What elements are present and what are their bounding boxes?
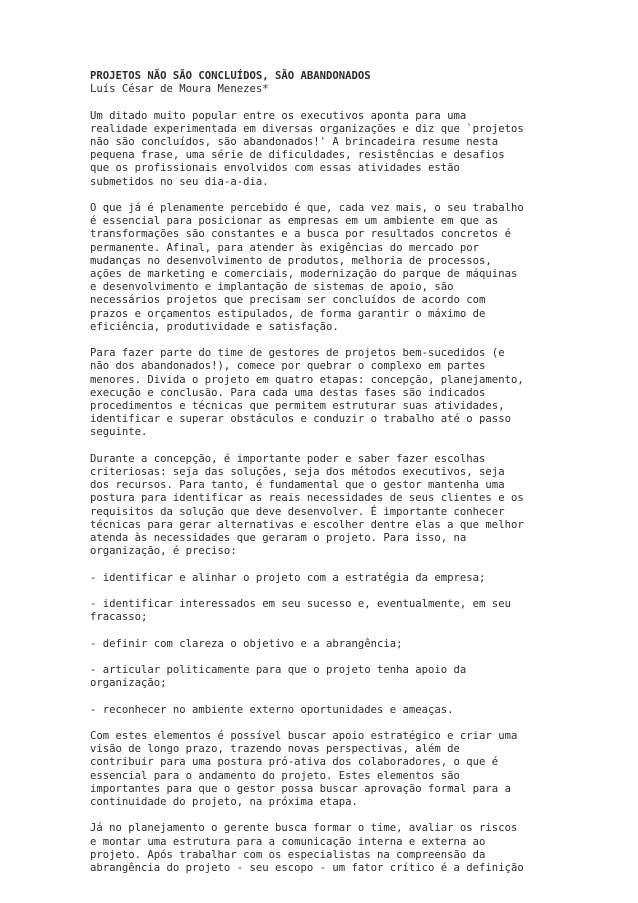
text-line: organização, é preciso: <box>90 545 237 558</box>
text-line: permanente. Afinal, para atender às exigências do mercado por <box>90 241 480 254</box>
text-line: realidade experimentada em diversas organizações e diz que `projetos <box>90 122 524 135</box>
text-line: requisitos da solução que deve desenvolver. É importante conhecer <box>90 505 505 518</box>
text-line: O que já é plenamente percebido é que, cada vez mais, o seu trabalho <box>90 202 524 214</box>
text-line: Para fazer parte do time de gestores de projetos bem-sucedidos (e <box>90 347 505 360</box>
text-line: organização; <box>90 677 167 690</box>
text-line: seguinte. <box>90 426 148 439</box>
document-author: Luís César de Moura Menezes* <box>90 83 269 96</box>
paragraph <box>90 572 560 585</box>
text-line: é essencial para posicionar as empresas em um ambiente em que as <box>90 215 499 228</box>
text-line: importantes para que o gestor possa buscar aprovação formal para a <box>90 782 511 795</box>
text-line: abrangência do projeto - seu escopo - um fator crítico é a definição <box>90 862 524 875</box>
text-line: contribuir para uma postura pró-ativa dos colaboradores, o que é <box>90 756 499 769</box>
paragraph <box>90 730 560 809</box>
paragraph <box>90 110 560 189</box>
text-line: - reconhecer no ambiente externo oportunidades e ameaças. <box>90 703 454 716</box>
text-line: essencial para o andamento do projeto. Estes elementos são <box>90 769 460 782</box>
text-line: necessários projetos que precisam ser concluídos de acordo com <box>90 294 486 307</box>
text-line: transformações são constantes e a busca por resultados concretos é <box>90 228 511 241</box>
paragraph <box>90 704 560 717</box>
text-line: - definir com clareza o objetivo e a abrangência; <box>90 637 403 650</box>
text-line: submetidos no seu dia-a-dia. <box>90 175 269 188</box>
text-line: eficiência, produtividade e satisfação. <box>90 320 339 333</box>
text-line: - identificar e alinhar o projeto com a estratégia da empresa; <box>90 571 486 584</box>
text-line: execução e conclusão. Para cada uma destas fases são indicados <box>90 386 486 399</box>
text-line: - articular politicamente para que o projeto tenha apoio da <box>90 664 467 677</box>
text-line: mudanças no desenvolvimento de produtos, melhoria de processos, <box>90 254 492 267</box>
text-line: identificar e superar obstáculos e conduzir o trabalho até o passo <box>90 413 511 426</box>
text-line: menores. Divida o projeto em quatro etapas: concepção, planejamento, <box>90 373 524 386</box>
text-line: e montar uma estrutura para a comunicação interna e externa ao <box>90 835 486 848</box>
document-body <box>90 110 560 876</box>
paragraph <box>90 453 560 559</box>
text-line: Com estes elementos é possível buscar apoio estratégico e criar uma <box>90 730 518 742</box>
text-line: Durante a concepção, é importante poder e saber fazer escolhas <box>90 452 486 465</box>
text-line: não dos abandonados!), comece por quebrar o complexo em partes <box>90 360 486 373</box>
paragraph <box>90 822 560 875</box>
text-line: ações de marketing e comerciais, modernização do parque de máquinas <box>90 268 518 281</box>
document-page <box>90 70 560 888</box>
text-line: postura para identificar as reais necessidades de seus clientes e os <box>90 492 524 505</box>
paragraph <box>90 347 560 439</box>
text-line: que os profissionais envolvidos com essas atividades estão <box>90 162 460 175</box>
text-line: procedimentos e técnicas que permitem estruturar suas atividades, <box>90 400 505 413</box>
text-line: não são concluídos, são abandonados!' A brincadeira resume nesta <box>90 136 499 148</box>
paragraph <box>90 664 560 690</box>
paragraph <box>90 598 560 624</box>
text-line: projeto. Após trabalhar com os especialistas na compreensão da <box>90 848 486 861</box>
text-line: Um ditado muito popular entre os executivos aponta para uma <box>90 109 467 122</box>
text-line: continuidade do projeto, na próxima etapa. <box>90 796 358 809</box>
paragraph <box>90 638 560 651</box>
text-line: e desenvolvimento e implantação de sistemas de apoio, são <box>90 281 454 294</box>
text-line: fracasso; <box>90 611 148 624</box>
text-line: criteriosas: seja das soluções, seja dos métodos executivos, seja <box>90 466 505 479</box>
text-line: dos recursos. Para tanto, é fundamental que o gestor mantenha uma <box>90 479 505 492</box>
text-line: técnicas para gerar alternativas e escolher dentre elas a que melhor <box>90 518 524 531</box>
text-line: - identificar interessados em seu sucesso e, eventualmente, em seu <box>90 598 511 611</box>
text-line: prazos e orçamentos estipulados, de forma garantir o máximo de <box>90 307 486 320</box>
paragraph <box>90 202 560 334</box>
text-line: atenda às necessidades que geraram o projeto. Para isso, na <box>90 532 467 545</box>
text-line: pequena frase, uma série de dificuldades, resistências e desafios <box>90 149 505 162</box>
text-line: Já no planejamento o gerente busca formar o time, avaliar os riscos <box>90 822 518 835</box>
text-line: visão de longo prazo, trazendo novas perspectivas, além de <box>90 743 460 756</box>
document-title: PROJETOS NÃO SÃO CONCLUÍDOS, SÃO ABANDONADOS <box>90 70 371 82</box>
